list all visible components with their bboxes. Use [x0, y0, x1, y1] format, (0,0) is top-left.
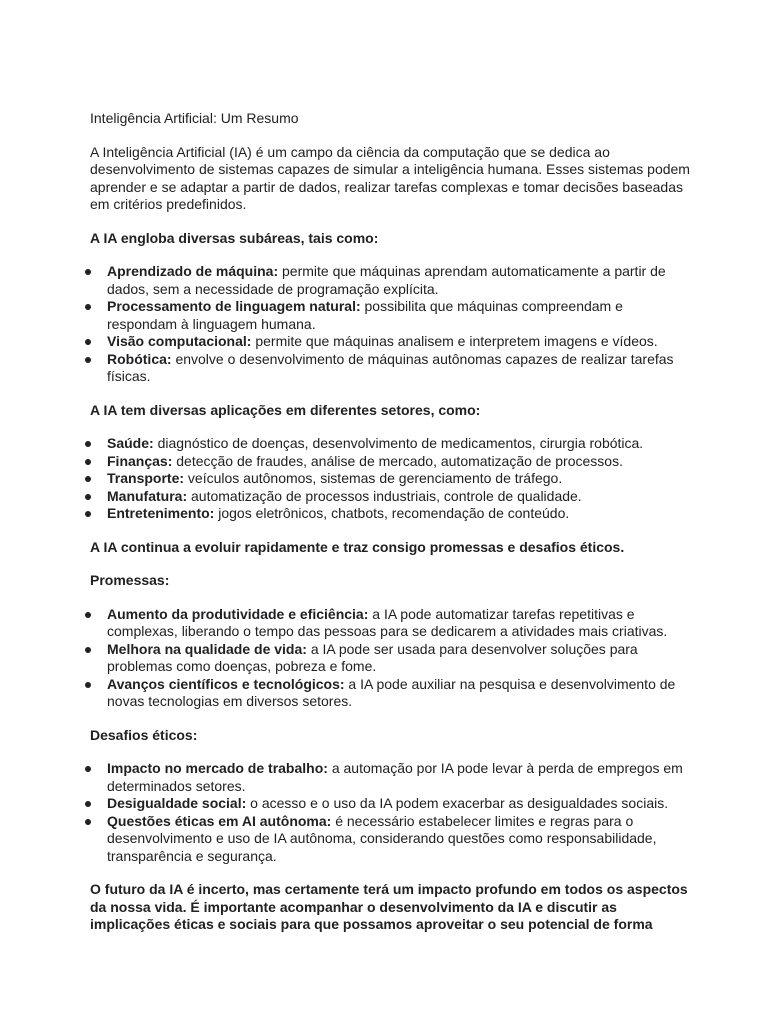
list-item-text: é necessário estabelecer limites e regras para o desenvolvimento e uso de IA autônoma, considerando questões como responsabilidade, transparência e segurança.	[107, 812, 657, 864]
list-item	[90, 435, 690, 453]
list-item-term: Robótica:	[107, 350, 172, 367]
intro-paragraph: A Inteligência Artificial (IA) é um campo da ciência da computação que se dedica ao desenvolvimento de sistemas capazes de simular a inteligência humana. Esses sistemas podem aprender e se adaptar a partir de dados, realizar tarefas complexas e tomar decisões baseadas em critérios predefinidos.	[90, 143, 690, 212]
list-item	[90, 813, 690, 866]
list-item-text: diagnóstico de doenças, desenvolvimento de medicamentos, cirurgia robótica.	[153, 435, 644, 451]
list-item	[90, 298, 690, 333]
list-item-text: permite que máquinas aprendam automaticamente a partir de dados, sem a necessidade de programação explícita.	[107, 263, 666, 297]
subareas-heading: A IA engloba diversas subáreas, tais como:	[90, 229, 379, 246]
list-item-term: Transporte:	[107, 470, 185, 486]
list-item-term: Aprendizado de máquina:	[107, 263, 279, 279]
closing-paragraph: O futuro da IA é incerto, mas certamente terá um impacto profundo em todos os aspectos da nossa vida. É importante acompanhar o desenvolvimento da IA e discutir as implicações éticas e sociais para que possamos aproveitar o seu potencial de forma	[90, 881, 688, 932]
list-item-text: a IA pode ser usada para desenvolver soluções para problemas como doenças, pobreza e fome.	[107, 640, 638, 674]
list-item	[90, 453, 690, 471]
list-item	[90, 351, 690, 386]
list-item-text: automatização de processos industriais, controle de qualidade.	[187, 487, 582, 504]
list-item	[90, 333, 690, 351]
list-item	[90, 760, 690, 795]
subareas-list	[90, 263, 690, 386]
evolution-statement: A IA continua a evoluir rapidamente e traz consigo promessas e desafios éticos.	[90, 538, 625, 555]
applications-heading: A IA tem diversas aplicações em diferentes setores, como:	[90, 401, 481, 418]
promises-list	[90, 606, 690, 711]
list-item-text: a IA pode auxiliar na pesquisa e desenvolvimento de novas tecnologias em diversos setores.	[107, 675, 676, 709]
list-item-term: Saúde:	[107, 435, 154, 451]
challenges-heading: Desafios éticos:	[90, 726, 198, 743]
document-title: Inteligência Artificial: Um Resumo	[90, 110, 299, 126]
list-item	[90, 641, 690, 676]
list-item	[90, 795, 690, 813]
document-page	[90, 110, 690, 934]
list-item-text: o acesso e o uso da IA podem exacerbar as desigualdades sociais.	[246, 795, 669, 811]
list-item-text: veículos autônomos, sistemas de gerenciamento de tráfego.	[184, 470, 563, 486]
list-item-text: a IA pode automatizar tarefas repetitivas e complexas, liberando o tempo das pessoas para se dedicarem a atividades mais criativas.	[107, 605, 668, 639]
list-item	[90, 606, 690, 641]
list-item-text: detecção de fraudes, análise de mercado, automatização de processos.	[172, 452, 623, 469]
list-item-term: Melhora na qualidade de vida:	[107, 640, 307, 657]
list-item-term: Impacto no mercado de trabalho:	[107, 760, 328, 776]
list-item-text: jogos eletrônicos, chatbots, recomendação de conteúdo.	[214, 505, 570, 521]
list-item-text: envolve o desenvolvimento de máquinas autônomas capazes de realizar tarefas físicas.	[107, 350, 674, 384]
list-item-term: Entretenimento:	[107, 505, 215, 521]
list-item-term: Finanças:	[107, 452, 173, 469]
list-item-term: Aumento da produtividade e eficiência:	[107, 605, 369, 622]
list-item-term: Visão computacional:	[107, 333, 252, 349]
list-item	[90, 470, 690, 488]
list-item-term: Desigualdade social:	[107, 795, 247, 811]
list-item-text: possibilita que máquinas compreendam e respondam à linguagem humana.	[107, 298, 623, 332]
list-item-term: Manufatura:	[107, 487, 188, 504]
list-item-text: permite que máquinas analisem e interpretem imagens e vídeos.	[251, 333, 658, 349]
list-item-text: a automação por IA pode levar à perda de empregos em determinados setores.	[107, 760, 683, 794]
applications-list	[90, 435, 690, 523]
promises-heading: Promessas:	[90, 572, 170, 588]
list-item-term: Avanços científicos e tecnológicos:	[107, 675, 345, 692]
challenges-list	[90, 760, 690, 865]
list-item-term: Questões éticas em AI autônoma:	[107, 812, 332, 829]
list-item	[90, 676, 690, 711]
list-item	[90, 505, 690, 523]
list-item	[90, 263, 690, 298]
list-item-term: Processamento de linguagem natural:	[107, 298, 361, 314]
list-item	[90, 488, 690, 506]
